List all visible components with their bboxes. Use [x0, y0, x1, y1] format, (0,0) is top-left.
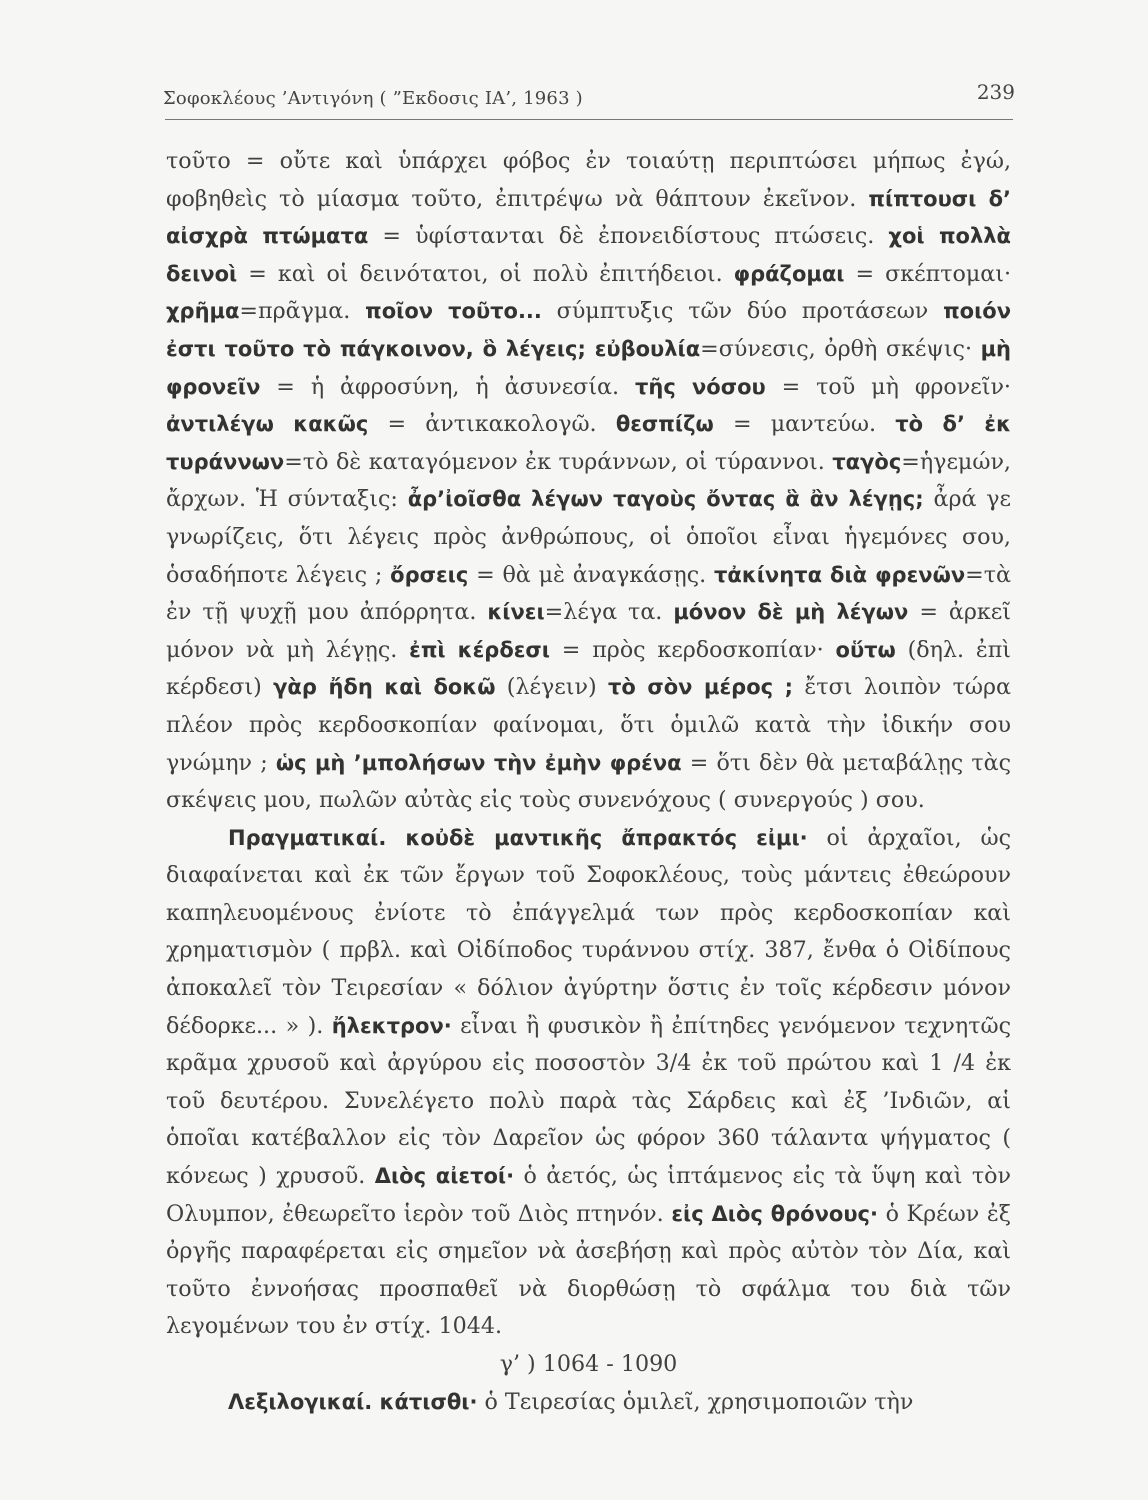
gloss-text: = μαντεύω.	[713, 411, 896, 438]
paragraph-2	[166, 820, 1011, 1346]
gloss-text: = ἀντικακολογῶ.	[368, 411, 616, 438]
gloss-text: = ἀρκεῖ μόνον νὰ μὴ λέγῃς.	[166, 599, 1011, 663]
gloss-text: =λέγα τα.	[544, 599, 674, 626]
lemma: θεσπίζω	[615, 412, 714, 437]
gloss-text: = ὅτι δὲν θὰ μεταβάλῃς τὰς σκέψεις μου, πωλῶν αὐτὰς εἰς τοὺς συνενόχους ( συνεργούς ) σου.	[166, 749, 1012, 814]
gloss-text: οἱ ἀρχαῖοι, ὡς διαφαίνεται καὶ ἐκ τῶν ἔργων τοῦ Σοφοκλέους, τοὺς μάντεις ἐθεώρουν καπηλευομένους ἐνίοτε τὸ ἐπάγγελμά των πρὸς κερδοσκοπίαν καὶ χρηματισμὸν ( πρβλ. καὶ Οἰδίποδος τυράννου στίχ. 387, ἔνθα ὁ Οἰδίπους ἀποκαλεῖ τὸν Τειρεσίαν « δόλιον ἀγύρτην ὅστις ἐν τοῖς κέρδεσιν μόνον δέδορκε... » ).	[166, 824, 1012, 1039]
lemma: Λεξιλογικαί. κάτισθι·	[228, 1389, 478, 1414]
lemma: τὸ δ’ ἐκ τυράννων	[166, 412, 1011, 474]
gloss-text: ἆρά γε γνωρίζεις, ὅτι λέγεις πρὸς ἀνθρώπους, οἱ ὁποῖοι εἶναι ἡγεμόνες σου, ὁσαδήποτε λέγεις ;	[166, 486, 1012, 588]
lemma: ποιόν ἐστι τοῦτο τὸ πάγκοινον, ὃ λέγεις; εὐβουλία	[166, 299, 1012, 361]
gloss-text: εἶναι ἢ φυσικὸν ἢ ἐπίτηδες γενόμενον τεχνητῶς κρᾶμα χρυσοῦ καὶ ἀργύρου εἰς ποσοστὸν 3/4 ἐκ τοῦ πρώτου καὶ 1 /4 ἐκ τοῦ δευτέρου. Συνελέγετο πολὺ παρὰ τὰς Σάρδεις καὶ ἐξ ’Ινδιῶν, αἱ ὁποῖαι κατέβαλλον εἰς τὸν Δαρεῖον ὡς φόρον 360 τάλαντα ψήγματος ( κόνεως ) χρυσοῦ.	[166, 1012, 1011, 1190]
lemma: οὕτω	[835, 637, 896, 662]
lemma: ταγὸς	[832, 449, 902, 474]
gloss-text: =ἡγεμών, ἄρχων. Ἡ σύνταξις:	[166, 448, 1011, 513]
header-rule	[165, 119, 1013, 120]
gloss-text: σύμπτυξις τῶν δύο προτάσεων	[541, 298, 944, 325]
section-heading: γ’ ) 1064 - 1090	[499, 1351, 678, 1377]
gloss-text: =τὰ ἐν τῇ ψυχῇ μου ἀπόρρητα.	[166, 561, 1012, 626]
lemma: γὰρ ἤδη καὶ δοκῶ	[273, 675, 496, 700]
paragraph-1	[166, 143, 1011, 820]
running-title: Σοφοκλέους ’Αντιγόνη ( ”Εκδοσις ΙΑ’, 1963 )	[163, 88, 583, 109]
lemma: χρῆμα	[166, 299, 240, 324]
gloss-text: = θὰ μὲ ἀναγκάσῃς.	[468, 561, 714, 588]
commentary-text	[166, 143, 1011, 1421]
gloss-text: ὁ ἀετός, ὡς ἱπτάμενος εἰς τὰ ὕψη καὶ τὸν Ολυμπον, ἐθεωρεῖτο ἱερὸν τοῦ Διὸς πτηνόν.	[166, 1163, 1011, 1227]
lemma: τῆς νόσου	[635, 374, 766, 399]
lemma: ἆρ’ἰοῖσθα λέγων ταγοὺς ὄντας ἃ ἂν λέγῃς;	[407, 487, 924, 512]
gloss-text: (δηλ. ἐπὶ κέρδεσι)	[166, 636, 1012, 701]
lemma: Πραγματικαί. κοὐδὲ μαντικῆς ἄπρακτός εἰμι·	[228, 825, 808, 850]
gloss-text: =τὸ δὲ καταγόμενον ἐκ τυράννων, οἱ τύραννοι.	[284, 448, 833, 475]
gloss-text: = ὑφίστανται δὲ ἐπονειδίστους πτώσεις.	[368, 223, 889, 250]
gloss-text: = καὶ οἱ δεινότατοι, οἱ πολὺ ἐπιτήδειοι.	[237, 260, 734, 287]
lemma: Διὸς αἰετοί·	[374, 1164, 515, 1189]
lemma: ἐπὶ κέρδεσι	[409, 637, 550, 662]
gloss-text: = ἡ ἀφροσύνη, ἡ ἀσυνεσία.	[260, 373, 635, 400]
lemma: ὡς μὴ ’μπολήσων τὴν ἐμὴν φρένα	[275, 750, 682, 775]
gloss-text: = σκέπτομαι·	[844, 260, 1011, 287]
lemma: ὄρσεις	[390, 562, 469, 587]
gloss-text: (λέγειν)	[495, 674, 608, 701]
lemma: μόνον δὲ μὴ λέγων	[673, 600, 909, 625]
gloss-text: =πρᾶγμα.	[239, 298, 366, 325]
gloss-text: = πρὸς κερδοσκοπίαν·	[549, 636, 836, 663]
lemma: μὴ φρονεῖν	[166, 336, 1011, 399]
lemma: ἀντιλέγω κακῶς	[166, 412, 369, 437]
gloss-text: τοῦτο = οὔτε καὶ ὑπάρχει φόβος ἐν τοιαύτῃ περιπτώσει μήπως ἐγώ, φοβηθεὶς τὸ μίασμα τοῦτο, ἐπιτρέψω νὰ θάπτουν ἐκεῖνον.	[166, 148, 1011, 212]
paragraph-3	[166, 1384, 1011, 1422]
lemma: πίπτουσι δ’ αἰσχρὰ πτώματα	[166, 186, 1011, 249]
gloss-text: = τοῦ μὴ φρονεῖν·	[765, 373, 1011, 400]
lemma: χοἱ πολλὰ δεινοὶ	[166, 224, 1011, 286]
gloss-text: ἔτσι λοιπὸν τώρα πλέον πρὸς κερδοσκοπίαν φαίνομαι, ὅτι ὁμιλῶ κατὰ τὴν ἰδικήν σου γνώμην ;	[166, 674, 1011, 776]
lemma: τἀκίνητα διὰ φρενῶν	[713, 562, 966, 587]
lemma: εἰς Διὸς θρόνους·	[671, 1201, 878, 1226]
lemma: τὸ σὸν μέρος ;	[607, 675, 794, 700]
gloss-text: ὁ Κρέων ἐξ ὀργῆς παραφέρεται εἰς σημεῖον νὰ ἀσεβήσῃ καὶ πρὸς αὐτὸν τὸν Δία, καὶ τοῦτο ἐννοήσας προσπαθεῖ νὰ διορθώσῃ τὸ σφάλμα του διὰ τῶν λεγομένων του ἐν στίχ. 1044.	[166, 1200, 1011, 1340]
lemma: φράζομαι	[733, 261, 845, 286]
lemma: κίνει	[487, 600, 545, 625]
gloss-text: ὁ Τειρεσίας ὁμιλεῖ, χρησιμοποιῶν τὴν	[477, 1388, 914, 1415]
gloss-text: =σύνεσις, ὀρθὴ σκέψις·	[700, 335, 981, 362]
lemma: ἤλεκτρον·	[331, 1013, 452, 1038]
page-number: 239	[976, 80, 1015, 104]
lemma: ποῖον τοῦτο...	[365, 299, 542, 324]
